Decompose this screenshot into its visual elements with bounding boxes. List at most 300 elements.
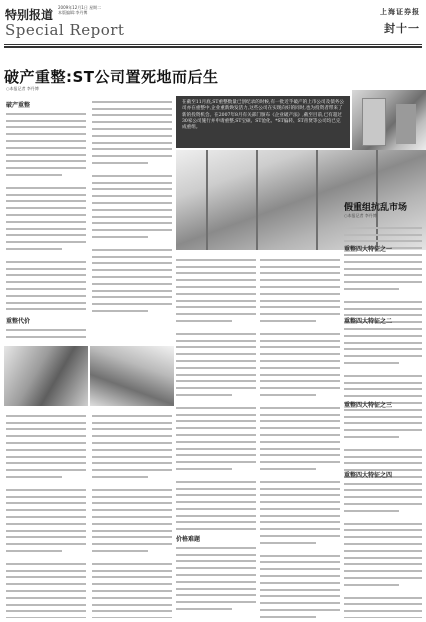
text-line: [176, 382, 256, 389]
text-line: [6, 216, 86, 223]
text-line: [6, 518, 86, 525]
text-line: [260, 416, 340, 423]
page-number: 封十一: [384, 22, 420, 35]
text-line: [344, 451, 422, 458]
text-line: [176, 362, 256, 369]
text-line: [92, 231, 148, 238]
text-line: [260, 463, 316, 470]
text-line: [260, 302, 340, 309]
text-line: [260, 402, 340, 409]
text-line: [260, 510, 340, 517]
text-line: [344, 579, 399, 586]
text-line: [6, 297, 86, 304]
text-line: [6, 169, 62, 176]
text-line: [344, 458, 422, 465]
text-line: [92, 612, 172, 618]
text-line: [6, 122, 86, 129]
text-line: [176, 576, 256, 583]
text-line: [92, 578, 172, 585]
text-line: [92, 96, 172, 103]
text-line: [6, 612, 86, 618]
text-line: [176, 389, 232, 396]
text-line: [260, 254, 340, 261]
text-line: [176, 503, 256, 510]
text-line: [6, 108, 86, 115]
text-line: [92, 190, 172, 197]
text-line: [92, 451, 172, 458]
section-head-3: 价格难题: [176, 536, 201, 543]
text-line: [6, 484, 86, 491]
text-line: [260, 376, 340, 383]
text-line: [6, 202, 86, 209]
text-line: [260, 389, 316, 396]
text-line: [6, 585, 86, 592]
text-line: [260, 274, 340, 281]
text-column-3: [6, 324, 86, 342]
text-line: [176, 328, 256, 335]
text-line: [344, 370, 422, 377]
text-line: [6, 525, 86, 532]
text-line: [344, 525, 422, 532]
text-line: [344, 592, 422, 599]
text-line: [260, 328, 340, 335]
text-line: [344, 498, 422, 505]
text-line: [6, 115, 86, 122]
text-line: [260, 443, 340, 450]
text-line: [344, 390, 422, 397]
text-line: [344, 545, 422, 552]
text-line: [260, 503, 340, 510]
text-line: [6, 464, 86, 471]
headline: 破产重整:ST公司置死地而后生: [4, 68, 219, 86]
text-line: [344, 303, 422, 310]
text-line: [92, 271, 172, 278]
article-byline: ○本报记者 李丹博: [6, 86, 39, 91]
text-line: [344, 377, 422, 384]
text-line: [92, 417, 172, 424]
text-line: [260, 517, 340, 524]
text-line: [344, 605, 422, 612]
text-line: [6, 196, 86, 203]
text-line: [92, 258, 172, 265]
sidebar-byline: ○本报记者 李丹博: [344, 213, 377, 218]
section-title-cn: 特别报道: [5, 8, 54, 22]
text-line: [260, 382, 340, 389]
text-line: [260, 563, 340, 570]
text-line: [92, 137, 172, 144]
text-line: [260, 422, 340, 429]
text-line: [92, 123, 172, 130]
text-line: [344, 599, 422, 606]
text-line: [260, 483, 340, 490]
text-line: [176, 436, 256, 443]
text-line: [176, 302, 256, 309]
text-line: [92, 285, 172, 292]
text-line: [260, 288, 340, 295]
text-line: [344, 256, 422, 263]
text-line: [344, 531, 422, 538]
text-line: [92, 103, 172, 110]
text-line: [6, 471, 62, 478]
bottom-left-photo: [4, 346, 88, 406]
text-line: [260, 315, 316, 322]
text-line: [176, 523, 256, 530]
highlight-text: 在截至11月底,ST重整数量已创纪录的时候,有一批近乎破产的上市公司及债务公司亦在重整中,企业重新焕发活力,这些公司在实现向好的同时,也为投资者带来了新的投资机会。在2007年8月有关部门颁布《企业破产法》,截至目前,已有超过30家公司施行并申请重整,ST宝硕、ST沧化、*ST偏转、ST帝贤等公司均已完成重组。: [182, 100, 344, 131]
text-line: [176, 583, 256, 590]
text-line: [6, 331, 86, 338]
text-line: [260, 409, 340, 416]
text-line: [92, 545, 148, 552]
text-line: [6, 599, 86, 606]
text-line: [344, 344, 422, 351]
text-line: [344, 538, 422, 545]
text-line: [176, 450, 256, 457]
text-line: [260, 577, 340, 584]
text-line: [92, 116, 172, 123]
photo-detail: [256, 150, 258, 250]
text-line: [92, 532, 172, 539]
text-line: [92, 444, 172, 451]
text-line: [6, 182, 86, 189]
text-line: [6, 276, 86, 283]
text-line: [176, 295, 256, 302]
text-line: [92, 204, 172, 211]
text-line: [344, 565, 422, 572]
text-line: [260, 261, 340, 268]
text-line: [176, 429, 256, 436]
text-line: [92, 558, 172, 565]
text-line: [260, 429, 340, 436]
text-line: [92, 464, 172, 471]
text-line: [92, 430, 172, 437]
text-line: [176, 476, 256, 483]
text-line: [344, 491, 422, 498]
text-line: [6, 424, 86, 431]
masthead-rule-thick: [4, 46, 422, 48]
text-line: [176, 596, 256, 603]
text-line: [92, 184, 172, 191]
text-line: [6, 417, 86, 424]
text-line: [6, 149, 86, 156]
text-line: [6, 283, 86, 290]
text-column-1: [6, 108, 86, 313]
text-line: [344, 559, 422, 566]
text-line: [260, 557, 340, 564]
text-line: [260, 530, 340, 537]
text-line: [176, 456, 256, 463]
text-line: [6, 572, 86, 579]
text-line: [92, 150, 172, 157]
text-column-6: [176, 542, 256, 618]
text-line: [176, 422, 256, 429]
text-line: [344, 283, 399, 290]
text-line: [176, 315, 232, 322]
sidebar-head-2: 重整四大特征之二: [344, 318, 393, 325]
text-line: [6, 437, 86, 444]
text-column-4: [92, 410, 172, 618]
text-line: [6, 504, 86, 511]
text-column-2: [92, 96, 172, 316]
text-line: [344, 505, 399, 512]
sidebar-head-3: 重整四大特征之三: [344, 402, 393, 409]
bottom-left-photo-2: [90, 346, 174, 406]
text-line: [176, 308, 256, 315]
text-line: [6, 230, 86, 237]
text-line: [176, 590, 256, 597]
text-line: [176, 335, 256, 342]
text-line: [6, 270, 86, 277]
text-line: [176, 348, 256, 355]
text-line: [6, 532, 86, 539]
text-line: [344, 384, 422, 391]
text-line: [260, 570, 340, 577]
text-line: [6, 444, 86, 451]
text-line: [344, 337, 422, 344]
text-line: [92, 130, 172, 137]
text-line: [6, 498, 86, 505]
text-line: [176, 281, 256, 288]
text-line: [260, 450, 340, 457]
text-line: [6, 256, 86, 263]
text-line: [344, 444, 422, 451]
text-line: [176, 274, 256, 281]
text-line: [92, 292, 172, 299]
text-line: [176, 556, 256, 563]
text-line: [92, 592, 172, 599]
text-line: [260, 584, 340, 591]
text-line: [176, 261, 256, 268]
text-line: [6, 324, 86, 331]
text-line: [6, 135, 86, 142]
text-line: [176, 510, 256, 517]
text-line: [260, 537, 316, 544]
text-line: [92, 599, 172, 606]
text-line: [260, 550, 340, 557]
text-line: [260, 342, 340, 349]
text-line: [6, 606, 86, 613]
text-line: [260, 295, 340, 302]
text-line: [6, 545, 62, 552]
text-line: [176, 603, 232, 610]
text-line: [344, 296, 422, 303]
text-line: [6, 223, 86, 230]
text-line: [92, 518, 172, 525]
text-column-8: [344, 222, 422, 618]
section-head-2: 重整代价: [6, 318, 31, 325]
text-line: [344, 263, 422, 270]
text-line: [6, 338, 86, 342]
text-line: [92, 177, 172, 184]
newspaper-brand: 上海证券报: [380, 8, 420, 16]
page-editor: 本版编辑:李丹博: [58, 10, 88, 15]
text-line: [344, 270, 422, 277]
text-line: [6, 410, 86, 417]
sidebar-head-1: 重整四大特征之一: [344, 246, 393, 253]
text-line: [6, 162, 86, 169]
text-line: [92, 410, 172, 417]
text-line: [344, 236, 422, 243]
text-line: [260, 496, 340, 503]
text-line: [176, 254, 256, 261]
text-line: [6, 263, 86, 270]
text-line: [260, 348, 340, 355]
text-line: [176, 517, 256, 524]
text-line: [176, 268, 256, 275]
issue-date: 2009年12月1日 星期二: [58, 5, 102, 10]
text-line: [260, 591, 340, 598]
text-line: [260, 597, 340, 604]
text-line: [92, 504, 172, 511]
text-line: [92, 144, 172, 151]
text-line: [344, 411, 422, 418]
text-line: [260, 308, 340, 315]
masthead: [0, 0, 426, 44]
text-line: [92, 484, 172, 491]
text-column-5: [176, 254, 256, 532]
text-line: [92, 264, 172, 271]
text-line: [92, 197, 172, 204]
sidebar-head-4: 重整四大特征之四: [344, 472, 393, 479]
text-line: [92, 298, 172, 305]
text-line: [92, 525, 172, 532]
text-line: [344, 518, 422, 525]
text-line: [6, 592, 86, 599]
text-line: [92, 565, 172, 572]
highlight-box: [176, 96, 350, 148]
text-line: [92, 244, 172, 251]
text-line: [92, 211, 172, 218]
text-line: [260, 604, 340, 611]
text-line: [344, 431, 399, 438]
text-line: [176, 376, 256, 383]
text-line: [344, 350, 422, 357]
text-line: [6, 538, 86, 545]
text-line: [176, 443, 256, 450]
text-line: [92, 278, 172, 285]
section-head-1: 破产重整: [6, 102, 31, 109]
text-line: [344, 572, 422, 579]
text-line: [260, 436, 340, 443]
text-line: [92, 585, 172, 592]
text-line: [6, 243, 62, 250]
text-line: [92, 224, 172, 231]
text-line: [176, 542, 256, 549]
text-line: [6, 558, 86, 565]
text-line: [260, 523, 340, 530]
masthead-rule: [4, 44, 422, 45]
text-line: [344, 276, 422, 283]
text-line: [92, 498, 172, 505]
photo-detail: [206, 150, 208, 250]
text-column-3b: [6, 410, 86, 618]
text-line: [6, 142, 86, 149]
text-line: [92, 606, 172, 613]
text-line: [6, 578, 86, 585]
text-line: [260, 362, 340, 369]
text-line: [176, 490, 256, 497]
sidebar-title: 假重组抗乱市场: [344, 203, 408, 213]
text-line: [176, 409, 256, 416]
text-line: [92, 251, 172, 258]
text-line: [176, 355, 256, 362]
text-line: [92, 491, 172, 498]
text-line: [344, 229, 422, 236]
text-line: [344, 552, 422, 559]
text-line: [6, 189, 86, 196]
text-line: [92, 471, 148, 478]
text-line: [260, 456, 340, 463]
text-line: [176, 288, 256, 295]
text-line: [6, 458, 86, 465]
text-line: [344, 485, 422, 492]
date-line: [58, 5, 101, 15]
text-line: [92, 511, 172, 518]
text-line: [260, 369, 340, 376]
text-line: [6, 304, 86, 311]
text-line: [176, 496, 256, 503]
text-line: [92, 437, 172, 444]
text-line: [92, 572, 172, 579]
text-line: [92, 538, 172, 545]
text-line: [260, 335, 340, 342]
photo-detail: [316, 150, 318, 250]
text-line: [6, 451, 86, 458]
text-line: [176, 463, 232, 470]
text-line: [6, 290, 86, 297]
text-line: [176, 549, 256, 556]
text-line: [6, 156, 86, 163]
text-line: [92, 458, 172, 465]
text-line: [6, 491, 86, 498]
text-line: [6, 236, 86, 243]
text-line: [92, 170, 172, 177]
text-line: [176, 569, 256, 576]
text-line: [176, 369, 256, 376]
text-line: [260, 476, 340, 483]
text-line: [344, 424, 422, 431]
text-line: [6, 209, 86, 216]
text-column-7: [260, 254, 340, 618]
text-line: [6, 565, 86, 572]
text-line: [260, 268, 340, 275]
text-line: [344, 612, 422, 618]
text-line: [92, 157, 148, 164]
text-line: [344, 330, 422, 337]
text-line: [6, 430, 86, 437]
section-title-en: Special Report: [5, 21, 125, 39]
text-line: [92, 218, 172, 225]
text-line: [92, 110, 172, 117]
text-line: [344, 222, 422, 229]
text-line: [344, 357, 399, 364]
text-line: [344, 418, 422, 425]
text-line: [176, 416, 256, 423]
text-line: [260, 490, 340, 497]
text-line: [176, 342, 256, 349]
text-line: [260, 611, 316, 618]
top-right-photo: [352, 90, 426, 152]
text-line: [176, 483, 256, 490]
text-line: [260, 355, 340, 362]
text-line: [176, 562, 256, 569]
text-line: [176, 402, 256, 409]
paragraph-break: [176, 610, 256, 616]
text-line: [260, 281, 340, 288]
text-line: [92, 305, 148, 312]
text-line: [6, 128, 86, 135]
text-line: [92, 424, 172, 431]
text-line: [6, 511, 86, 518]
